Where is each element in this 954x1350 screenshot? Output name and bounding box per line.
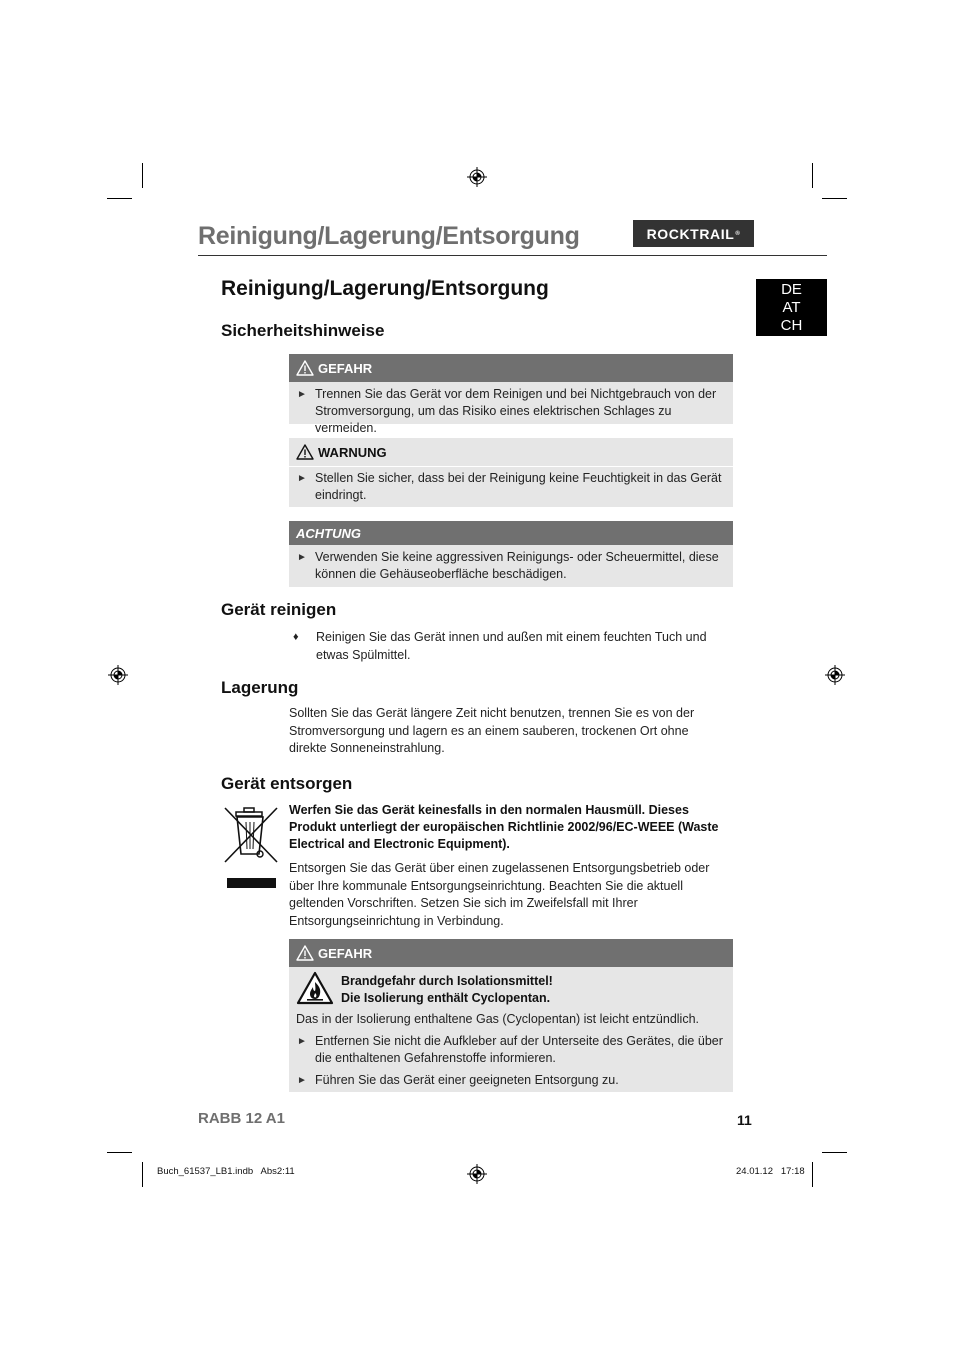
warning-triangle-icon [296,444,314,460]
fire-danger-box [289,939,733,1092]
registration-mark-icon [467,167,487,187]
danger-box-header [289,354,733,382]
header-divider [198,255,827,256]
warning-instruction [289,467,733,504]
caution-instruction [289,545,733,583]
safety-heading: Sicherheitshinweise [221,321,385,340]
crop-mark [142,163,143,188]
model-number: RABB 12 A1 [198,1110,285,1127]
fire-hazard-title [341,973,553,1007]
warning-triangle-icon [296,360,314,376]
fire-hazard-title-line1: Brandgefahr durch Isolationsmittel! [341,974,553,988]
caution-text: Verwenden Sie keine aggressiven Reinigungs- oder Scheuermittel, diese können die Gehäuseoberfläche beschädigen. [315,550,719,581]
language-at: AT [782,298,801,316]
caution-box-header [289,521,733,545]
caution-label: ACHTUNG [296,525,361,541]
language-de: DE [781,280,802,298]
warning-box-header [289,438,733,467]
fire-hazard-title-line2: Die Isolierung enthält Cyclopentan. [341,991,551,1005]
crop-mark [812,163,813,188]
danger-instruction [289,382,733,437]
fire-danger-box-header [289,939,733,967]
warning-label: WARNUNG [318,444,387,460]
diamond-bullet-icon: ♦ [293,631,299,643]
storage-heading: Lagerung [221,678,299,697]
registration-mark-icon [108,665,128,685]
warning-text: Stellen Sie sicher, dass bei der Reinigung keine Feuchtigkeit in das Gerät eindringt. [315,471,722,502]
crop-mark [822,1152,847,1153]
page-header-title: Reinigung/Lagerung/Entsorgung [198,222,580,250]
cleaning-instruction [293,629,733,664]
bullet-arrow-icon: ► [297,1036,307,1047]
fire-hazard-icon [296,971,334,1005]
crossed-out-bin-icon [222,804,280,890]
bullet-arrow-icon: ► [297,1075,307,1086]
disposal-text: Entsorgen Sie das Gerät über einen zugelassenen Entsorgungsbetrieb oder über Ihre kommunale Entsorgungseinrichtung. Beachten Sie die aktuell geltenden Vorschriften. Setzen Sie sich im Zweifelsfall mit Ihrer Entsorgungseinrichtung in Verbindung. [289,861,710,928]
caution-box [289,521,733,587]
fire-hazard-intro: Das in der Isolierung enthaltene Gas (Cyclopentan) ist leicht entzündlich. [296,1012,699,1026]
page-number: 11 [737,1112,752,1128]
crop-mark [822,198,847,199]
section-title: Reinigung/Lagerung/Entsorgung [221,277,549,300]
logo-text: ROCKTRAIL [646,225,735,242]
bullet-arrow-icon: ► [297,473,307,484]
fire-hazard-instruction-2 [289,1067,733,1089]
danger-box [289,354,733,435]
storage-text: Sollten Sie das Gerät längere Zeit nicht benutzen, trennen Sie es von der Stromversorgung und lagern es an einem sauberen, trockenen Ort ohne direkte Sonneneinstrahlung. [289,706,695,755]
language-tab [756,279,827,336]
registration-mark-icon [467,1164,487,1184]
cleaning-heading: Gerät reinigen [221,600,337,619]
crop-mark [812,1162,813,1187]
rocktrail-logo [633,220,754,247]
fire-hazard-row [289,967,733,1011]
fire-hazard-bullet-2: Führen Sie das Gerät einer geeigneten Entsorgung zu. [315,1073,619,1087]
language-ch: CH [780,316,803,334]
print-date-info: 24.01.12 17:18 [736,1166,805,1177]
fire-hazard-bullet-1: Entfernen Sie nicht die Aufkleber auf der Unterseite des Gerätes, die über die enthaltenen Gefahrenstoffe informieren. [315,1034,723,1065]
danger-text: Trennen Sie das Gerät vor dem Reinigen und bei Nichtgebrauch von der Stromversorgung, um das Risiko eines elektrischen Schlages zu vermeiden. [315,387,717,435]
cleaning-text: Reinigen Sie das Gerät innen und außen mit einem feuchten Tuch und etwas Spülmittel. [316,630,707,662]
bullet-arrow-icon: ► [297,389,307,400]
crop-mark [142,1162,143,1187]
crop-mark [107,198,132,199]
warning-triangle-icon [296,945,314,961]
registration-mark-icon [825,665,845,685]
disposal-warning-text: Werfen Sie das Gerät keinesfalls in den normalen Hausmüll. Dieses Produkt unterliegt der europäischen Richtlinie 2002/96/EC-WEEE (Waste Electrical and Electronic Equipment). [289,803,719,851]
fire-danger-label: GEFAHR [318,945,373,961]
logo-registered-mark: ® [735,230,741,237]
warning-box [289,438,733,507]
disposal-heading: Gerät entsorgen [221,774,353,793]
bullet-arrow-icon: ► [297,552,307,563]
fire-hazard-instruction-1 [289,1032,733,1067]
print-file-info: Buch_61537_LB1.indb Abs2:11 [157,1166,295,1177]
crop-mark [107,1152,132,1153]
danger-label: GEFAHR [318,360,373,376]
